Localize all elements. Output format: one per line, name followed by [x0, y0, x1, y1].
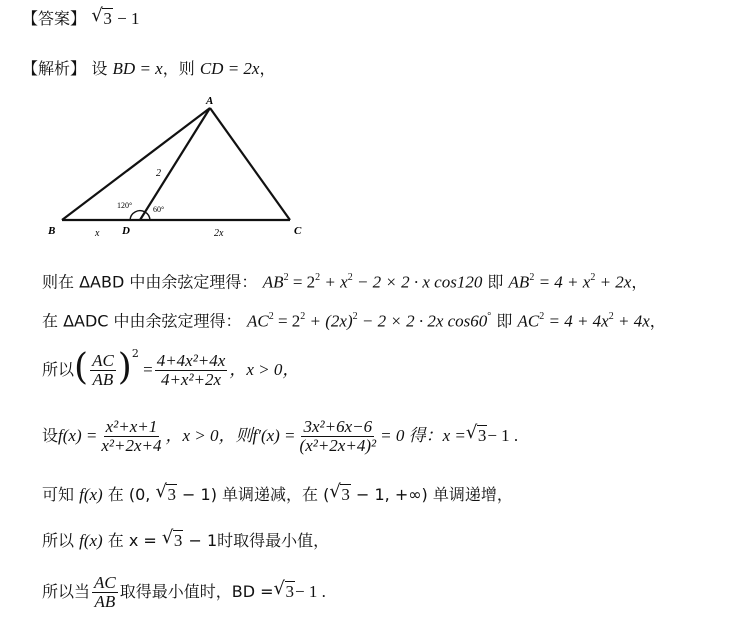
vertex-a: A: [206, 95, 214, 107]
vertex-b: B: [48, 225, 56, 237]
monotonicity-line: 可知 f(x) 在 (0, √ 3 − 1) 单调递减，在 (√ 3 − 1, +∞) 单调递增，: [42, 484, 513, 506]
answer-tag: 【答案】: [22, 9, 87, 28]
cosine-law-abd: 则在 ΔABD 中由余弦定理得： $AB^2 = 2^2 + x^2 - 2 \times 2 \cdot x$ cos120 即 $AB^2 = 4 + x^2 + 2x$，: [42, 272, 648, 292]
ratio-fraction: $\frac{AC}{AB}$: [92, 350, 114, 389]
angle-arc-adb: [130, 211, 145, 220]
side-ab: [62, 108, 210, 220]
label-bd: x: [95, 228, 100, 239]
label-ad: 2: [156, 168, 161, 179]
angle-label-adb: 120°: [117, 201, 133, 210]
angle-label-adc: 60°: [153, 205, 165, 214]
answer-sqrt: √ 3: [91, 8, 113, 30]
answer-tail: − 1: [112, 9, 140, 28]
f-fraction: $\frac{\text{x²+x+1}}{\text{x²+2x+4}}$: [101, 416, 162, 455]
analysis-line: 【解析】 设 BD = x，则 CD = 2x，: [22, 59, 276, 78]
ratio-rhs-fraction: $\frac{\text{4+4x²+4x}}{\text{4+x²+2x}}$: [156, 350, 226, 389]
segment-ad: [140, 108, 210, 220]
conclusion-fraction: $\frac{AC}{AB}$: [94, 572, 116, 611]
vertex-c: C: [294, 225, 302, 237]
answer-line: [22, 8, 140, 30]
cosine-law-adc: 在 ΔADC 中由余弦定理得： $AC^2 = 2^2 + (2x)^2 - 2 \times 2 \cdot 2x$ cos60° 即 $AC^2 = 4 + 4x^2 + 4x$，: [42, 311, 666, 331]
fprime-fraction: $\frac{\text{3x²+6x−6}}{\text{(x²+2x+4)²}}$: [299, 416, 377, 455]
ratio-squared-line: 所以 ( $\frac{AC}{AB}$ ) 2 = $\frac{\text{4+4x²+4x}}{\text{4+x²+2x}}$ ，x > 0，: [42, 347, 300, 389]
vertex-d: D: [122, 225, 130, 237]
side-ac: [210, 108, 290, 220]
analysis-tag: 【解析】: [22, 59, 87, 78]
angle-arc-adc: [145, 212, 150, 220]
label-dc: 2x: [214, 228, 224, 239]
function-definition-line: 设 f(x) = $\frac{\text{x²+x+1}}{\text{x²+2x+4}}$ ，x > 0，则 f′(x) = $\frac{\text{3x²+6x−6}}{\text{(x²+2x+4)²}}$ = 0 得：x = √ 3 − 1 .: [42, 412, 518, 460]
conclusion-line: 所以当 $\frac{AC}{AB}$ 取得最小值时，BD = √ 3 − 1 .: [42, 568, 326, 616]
minimum-line: 所以 f(x) 在 x = √ 3 − 1时取得最小值，: [42, 530, 329, 552]
